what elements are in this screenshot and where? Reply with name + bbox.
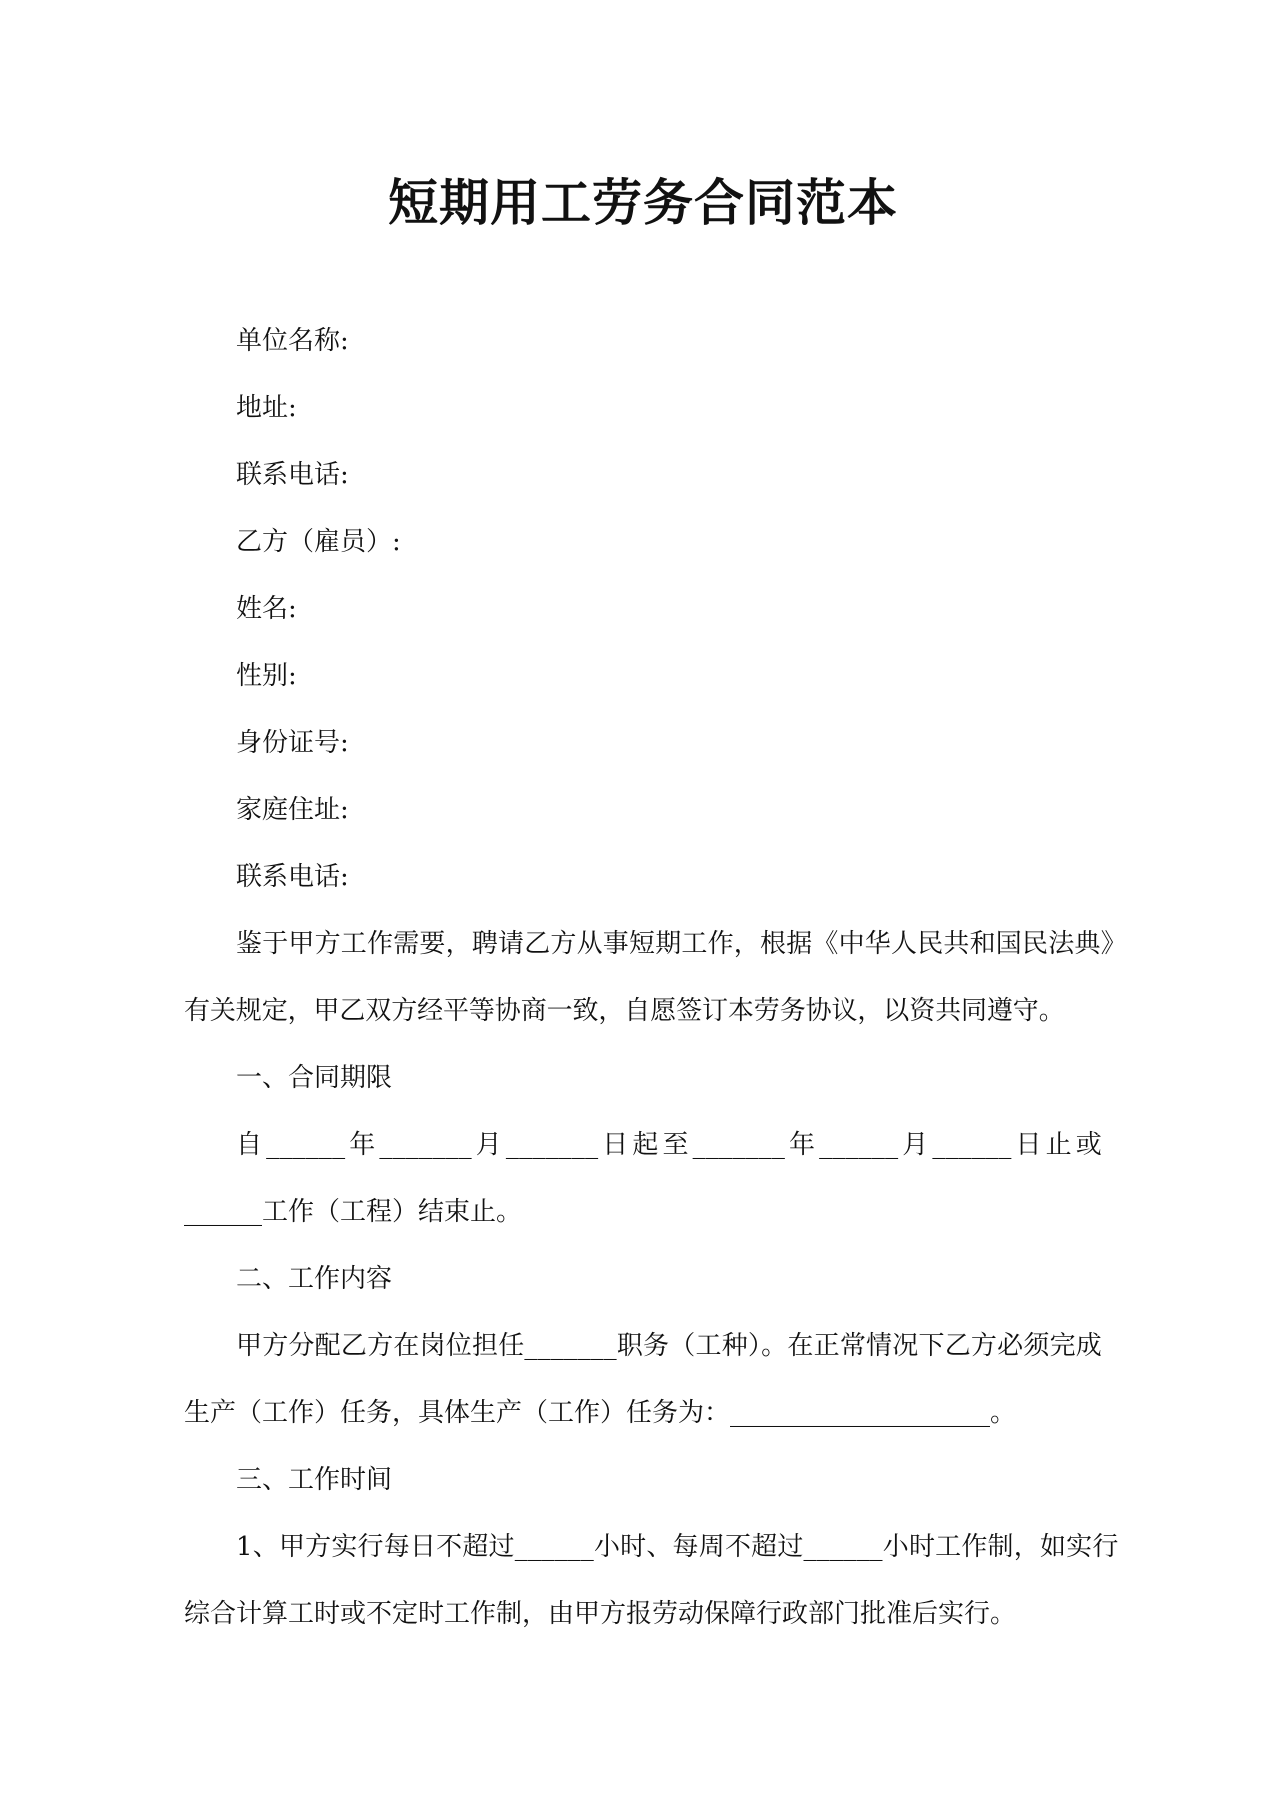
employer-phone-field: 联系电话: [236, 460, 349, 490]
section-3-line-1: 1、甲方实行每日不超过______小时、每周不超过______小时工作制，如实行 [236, 1532, 1119, 1562]
employee-name-field: 姓名: [236, 594, 297, 624]
section-3-heading: 三、工作时间 [236, 1465, 393, 1495]
section-1-heading: 一、合同期限 [236, 1063, 393, 1093]
preamble-line-2: 有关规定，甲乙双方经平等协商一致，自愿签订本劳务协议，以资共同遵守。 [184, 996, 1065, 1026]
employee-id-number-field: 身份证号: [236, 728, 349, 758]
section-1-line-1: 自______年_______月_______日起至_______年______月______日止或 [236, 1130, 1102, 1160]
employee-home-address-field: 家庭住址: [236, 795, 349, 825]
section-2-line-2: 生产（工作）任务，具体生产（工作）任务为：____________________。 [184, 1398, 1017, 1428]
section-3-line-2: 综合计算工时或不定时工作制，由甲方报劳动保障行政部门批准后实行。 [184, 1599, 1017, 1629]
document-body [184, 326, 1127, 1666]
address-field: 地址: [236, 393, 297, 423]
unit-name-field: 单位名称: [236, 326, 349, 356]
employee-gender-field: 性别: [236, 661, 297, 691]
section-2-heading: 二、工作内容 [236, 1264, 393, 1294]
section-2-line-1: 甲方分配乙方在岗位担任_______职务（工种）。在正常情况下乙方必须完成 [236, 1331, 1102, 1361]
preamble-line-1: 鉴于甲方工作需要，聘请乙方从事短期工作，根据《中华人民共和国民法典》 [236, 929, 1127, 959]
employee-phone-field: 联系电话: [236, 862, 349, 892]
section-1-line-2: ______工作（工程）结束止。 [184, 1197, 523, 1227]
document-title: 短期用工劳务合同范本 [388, 173, 898, 232]
employee-party-heading: 乙方（雇员）: [236, 527, 401, 557]
